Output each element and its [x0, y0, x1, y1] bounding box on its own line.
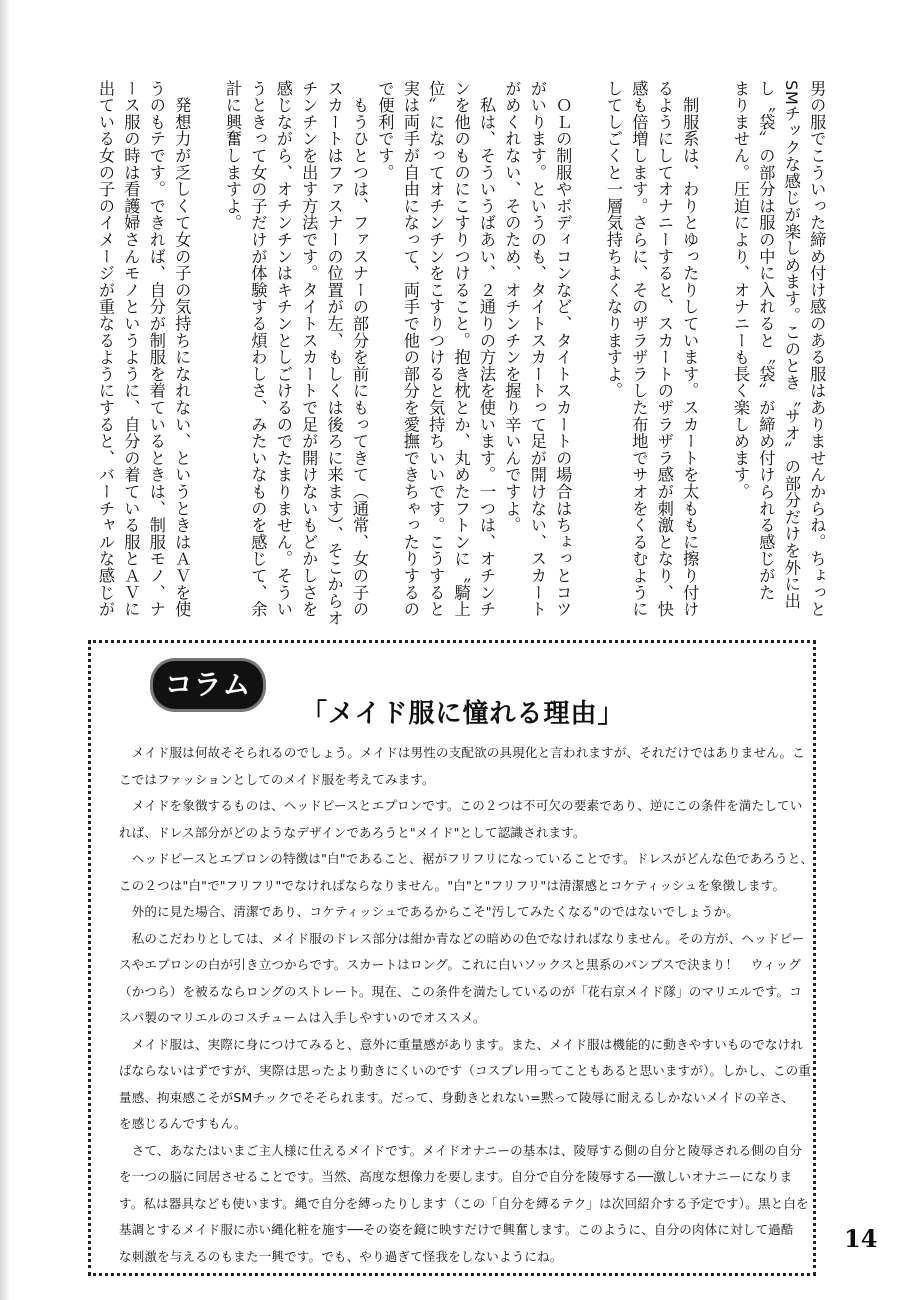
column-line: この２つは"白"で"フリフリ"でなければならなりません。"白"と"フリフリ"は清潔感とコケティッシュを象徴します。 — [119, 877, 786, 893]
column-line: スやエプロンの白が引き立つからです。スカートはロング。これに白いソックスと黒系のパンプスで決まり！ ウィッグ — [119, 957, 801, 972]
body-column: してしごくと一層気持ちよくなりますよ。 — [604, 80, 623, 400]
body-column: 男の服でこういった締め付け感のある服はありませんからね。ちょっと — [807, 80, 827, 618]
body-column: 実は両手が自由になって、両手で他の部分を愛撫できちゃったりするの — [400, 80, 420, 618]
body-column: まりません。圧迫により、オナニーも長く楽しめます。 — [731, 80, 750, 500]
column-line: メイド服は、実際に身につけてみると、意外に重量感があります。また、メイド服は機能的に動きやすいものでなけれ — [119, 1036, 804, 1052]
body-column: スカートはファスナーの位置が左、もしくは後ろに来ます）、そこからオ — [324, 80, 344, 627]
column-line: スパ製のマリエルのコスチュームは入手しやすいのでオススメ。 — [119, 1010, 486, 1025]
body-column: 位〟になってオチンチンをこすりつけると気持ちいいです。こうすると — [426, 80, 446, 618]
column-line: 基調とするメイド服に赤い縄化粧を施す──その姿を鏡に映すだけで興奮します。このように、自分の肉体に対して過酷 — [119, 1222, 794, 1237]
body-column: 発想力が乏しくて女の子の気持ちになれない、というときはＡＶを使 — [172, 80, 192, 618]
column-line: を一つの脳に同居させることです。当然、高度な想像力を要します。自分で自分を陵辱する──激しいオナニーになりま — [119, 1169, 793, 1184]
page-edge-shadow — [0, 0, 10, 1300]
body-column: ＯＬの制服やボディコンなど、タイトスカートの場合はちょっとコツ — [553, 80, 573, 618]
column-line: ばならないはずですが、実際は思ったより動きにくいのです（コスプレ用ってこともあると思いますが）。しかし、この重 — [119, 1063, 812, 1078]
body-column: 計に興奮しますよ。 — [223, 80, 242, 232]
column-line: ヘッドピースとエプロンの特徴は"白"であること、裾がフリフリになっていることです。ドレスがどんな色であろうと、 — [119, 851, 814, 866]
column-line: こではファッションとしてのメイド服を考えてみます。 — [119, 771, 435, 787]
body-column: るようにしてオナニーすると、スカートのザラザラ感が刺激となり、快 — [654, 80, 674, 618]
column-line: さて、あなたはいまご主人様に仕えるメイドです。メイドオナニーの基本は、陵辱する側の自分と陵辱される側の自分 — [119, 1142, 803, 1158]
body-column: うときって女の子だけが体験する煩わしさ、みたいなものを感じて、余 — [248, 80, 268, 618]
body-column: もうひとつは、ファスナーの部分を前にもってきて（通常、女の子の — [350, 80, 369, 618]
column-badge: コラム — [153, 661, 263, 709]
column-line: メイドを象徴するものは、ヘッドピースとエプロンです。この２つは不可欠の要素であり、逆にこの条件を満たしてい — [119, 798, 803, 813]
body-column: 私は、そういうばあい、２通りの方法を使います。一つは、オチンチ — [477, 80, 496, 618]
column-line: を感じるんですもん。 — [119, 1116, 247, 1131]
body-column: し〝袋〟の部分は服の中に入れると〝袋〟が締め付けられる感じがた — [756, 80, 776, 601]
column-line: （かつら）を被るならロングのストレート。現在、この条件を満たしているのが「花右京メイド隊」のマリエルです。コ — [119, 983, 802, 999]
body-column: SMチックな感じが楽しめます。このとき〝サオ〟の部分だけを外に出 — [781, 80, 801, 610]
column-line: 私のこだわりとしては、メイド服のドレス部分は紺か青などの暗めの色でなければなりません。その方が、ヘッドピー — [119, 930, 805, 946]
column-line: す。私は器具なども使います。縄で自分を縛ったりします（この「自分を縛るテク」は次回紹介する予定です）。黒と白を — [119, 1195, 809, 1211]
column-line: 量感、拘束感こそがSMチックでそそられます。だって、身動きとれない=黙って陵辱に耐えるしかないメイドの辛さ、 — [119, 1089, 795, 1105]
body-column: 制服系は、わりとゆったりしています。スカートを太ももに擦り付け — [680, 80, 700, 618]
body-column: で便利です。 — [375, 80, 395, 181]
column-line: 外的に見た場合、清潔であり、コケティッシュであるからこそ"汚してみたくなる"のではないでしょうか。 — [119, 904, 740, 919]
column-box — [88, 640, 816, 1276]
column-title: 「メイド服に憧れる理由」 — [301, 699, 625, 729]
body-column: 感じながら、オチンチンはキチンとしごけるのでたまりません。そうい — [273, 80, 293, 618]
body-column: がめくれない、そのため、オチンチンを握り辛いんですよ。 — [502, 80, 522, 534]
body-column: ース服の時は看護婦さんモノというように、自分の着ている服とＡＶに — [121, 80, 141, 618]
page-number: 14 — [844, 1224, 878, 1253]
body-column: ンを他のものにこすりつけること。抱き枕とか、丸めたフトンに〝騎上 — [451, 80, 471, 618]
column-line: な刺激を与えるのもまた一興です。でも、やり過ぎて怪我をしないようにね。 — [119, 1248, 563, 1264]
body-column: がいります。というのも、タイトスカートって足が開けない、スカート — [527, 80, 547, 618]
column-line: れば、ドレス部分がどのようなデザインであろうと"メイド"として認識されます。 — [119, 824, 586, 840]
column-line: メイド服は何故そそられるのでしょう。メイドは男性の支配欲の具現化と言われますが、それだけではありません。こ — [119, 745, 806, 760]
body-column: うのもテです。できれば、自分が制服を着ているときは、制服モノ、ナ — [146, 80, 166, 618]
body-column: チンチンを出す方法です。タイトスカートで足が開けないもどかしさを — [299, 80, 319, 618]
body-column: 出ている女の子のイメージが重なるようにすると、バーチャルな感じが — [96, 80, 115, 618]
body-column: 感も倍増します。さらに、そのザラザラした布地でサオをくるむように — [629, 80, 649, 618]
